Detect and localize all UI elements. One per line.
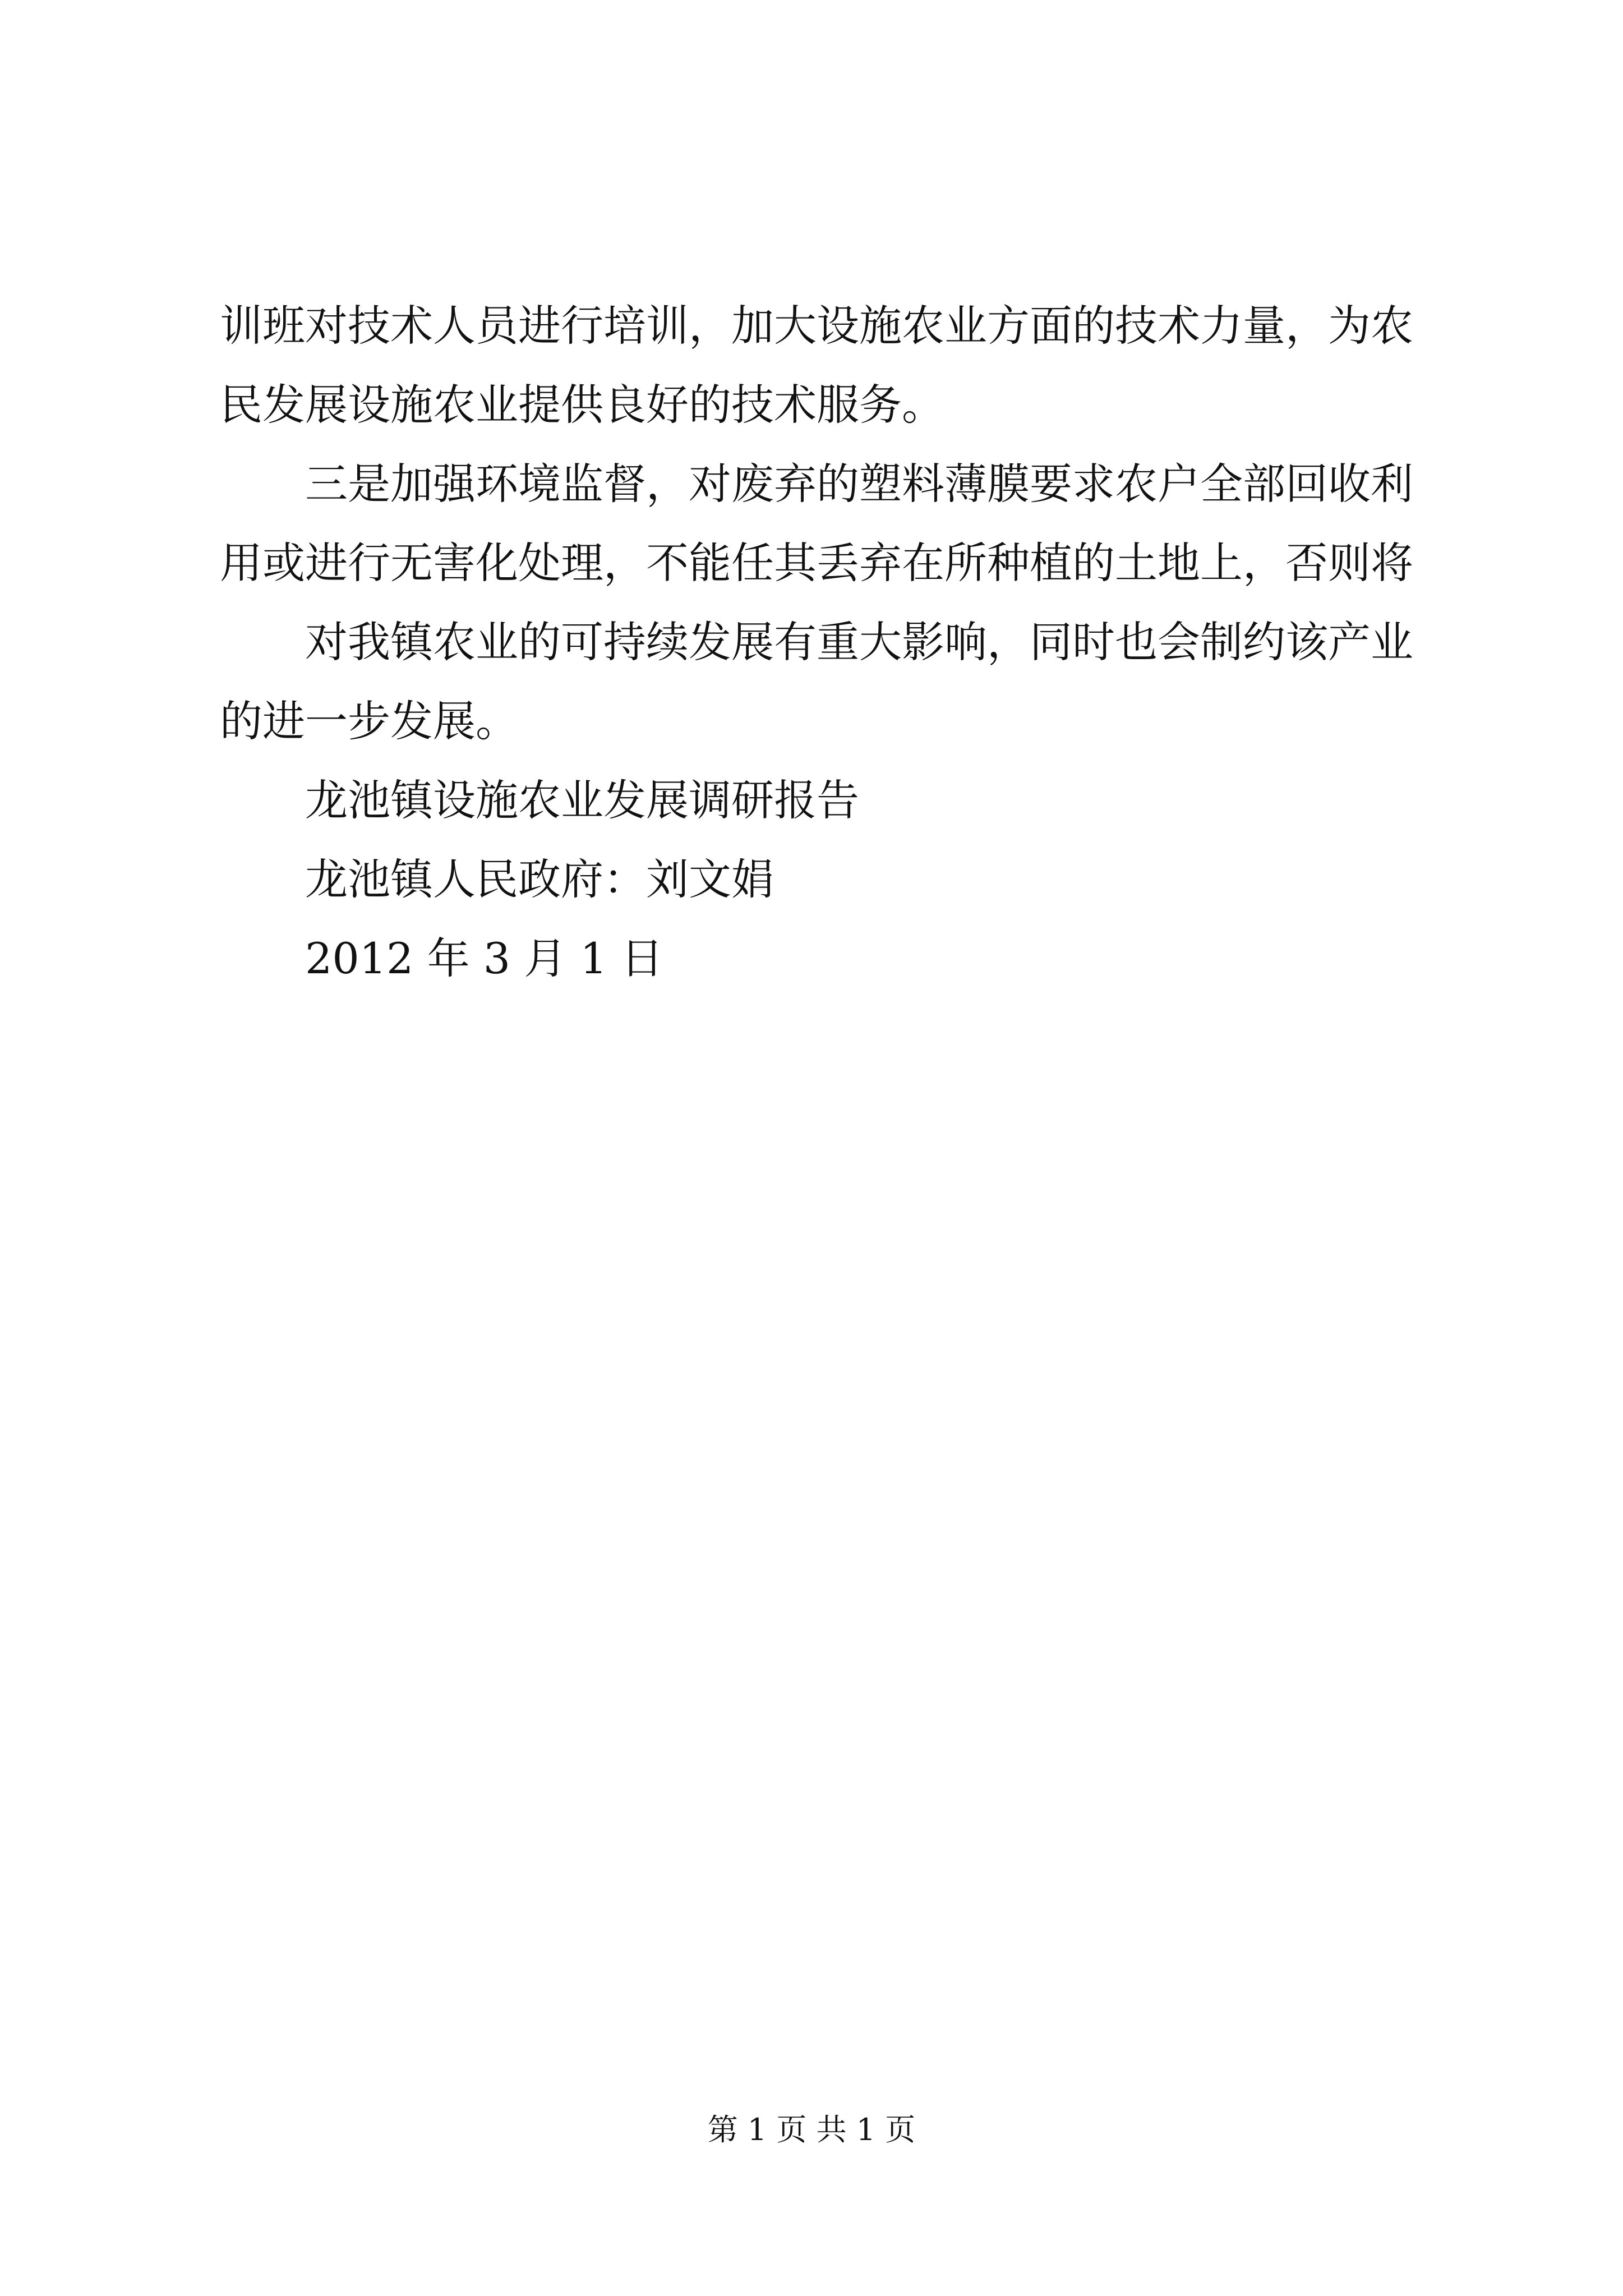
author-line: 龙池镇人民政府：刘文娟: [305, 854, 774, 904]
document-body: [220, 286, 1413, 998]
page-footer: 第 1 页 共 1 页: [707, 2112, 916, 2147]
date-line: 2012 年 3 月 1 日: [305, 933, 663, 983]
paragraph-line: 三是加强环境监督，对废弃的塑料薄膜要求农户全部回收利: [305, 459, 1413, 509]
paragraph-line: 用或进行无害化处理，不能任其丢弃在所种植的土地上，否则将: [220, 538, 1413, 588]
paragraph-line: 训班对技术人员进行培训，加大设施农业方面的技术力量，为农: [220, 301, 1413, 351]
paragraph-line: 的进一步发展。: [220, 696, 518, 746]
paragraph-line: 民发展设施农业提供良好的技术服务。: [220, 380, 944, 430]
report-title-line: 龙池镇设施农业发展调研报告: [305, 775, 859, 825]
paragraph-line: 对我镇农业的可持续发展有重大影响，同时也会制约该产业: [305, 617, 1413, 667]
